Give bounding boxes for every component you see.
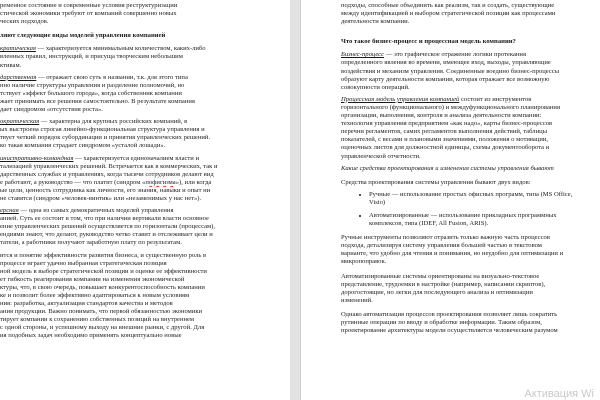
paragraph-model-5: ерсная — одна из самых демократичных моделей управления анией. Суть ее состоит в том, что при наличии вертикали власти основное ение управленческих решений осуществляется по горизонтали (процессам), ендиями знают, что делают, руководство четко ставит и отслеживает цели и татели, а работники получают заработную плату по результатам.	[0, 207, 216, 247]
paragraph-intro: подходы, способные объединить как реализм, так и создать, существующие между идентификацией и выбором стратегической позиции как процессами деятельности компании.	[341, 2, 556, 26]
activation-watermark: Активация Wi	[524, 387, 594, 400]
list-item: • Автоматизированные — использование прикладных программных комплексов, типа (IDEF, All Fusion, ARIS).	[369, 212, 600, 228]
document-page-left	[0, 0, 290, 400]
paragraph-model-4: инистративно-командная — характеризуется единоначалием власти и тализацией управленческих решений. Встречается как в коммерческих, так и дарственных службах и управлениях, когда тысячи сотрудников делают вид е работают, а руководство — что платит (синдром «пофигизма»), или когда ые цели, ценность сотрудника как личности, его знания, навыки и опыт ни не ставятся (синдром «человек-винтик» или «незаменимых у нас нет»).	[0, 154, 218, 202]
list-item: • Ручные — использование простых офисных программ, типа (MS Office, Visio)	[369, 191, 600, 207]
section-heading: Что такое бизнес-процесс и процессная модель компании?	[341, 38, 516, 46]
term-label: кратическая	[0, 45, 36, 53]
term-label: Процессная модель управления компанией	[341, 95, 460, 103]
text-line: стической экономики требуют от компаний совершенно новых	[0, 10, 177, 18]
paragraph-automated-tools: Автоматизированные системы ориентированы на визуально-текстовое представление, трудоемки в настройке (например, написании скриптов), дорогостоящие, но легки для последующего анализа и оптимизации изменений.	[341, 272, 546, 304]
paragraph-model-2: дарственная — отражает свою суть в названии, т.к. для этого типа нно наличие структуры управления и разделение полномочий, но тствует «эффект большого города», когда собственник компании жает принимать все решения самостоятельно. В результате компания дает синдромом «отсутствия роста».	[0, 73, 195, 114]
paragraph-model-1: кратическая — характеризуется минимальным количеством, каких-либо вленных правил, инструкций, и присуща творческим небольшим ктивам.	[0, 45, 206, 69]
paragraph-tools-intro: Средства проектирования системы управления бывают двух видов:	[341, 178, 531, 186]
tools-list	[341, 191, 600, 228]
paragraph-manual-tools: Ручные инструменты позволяют отразить только важную часть процессов подхода, детализируя систему управления большей частью в текстовом варианте, что удобно для чтения и понимания, но неудобно для оптимизации и микропоправок.	[341, 234, 564, 266]
paragraph-model-3: ократическая — характерна для крупных российских компаний, в ых выстроена строгая линейно-функциональная структура управления и твует четкий порядок субординации и принятия управленческих решений. ко такая компания страдает синдромом «усталой лошади».	[0, 118, 211, 150]
paragraph-process-model: Процессная модель управления компанией состоит из инструментов горизонтального (функционального) и междуфункционального планирования организации, выполнения, контроля и анализа деятельности компании: технология управления предприятием «как надо», карты бизнес-процессов перечни регламентов, самих регламентов выполнения действий, таблицы показателей, с весами и плановыми значениями, положения о мотивации, оценочных листов для должностной единицы, схемы документооборота и управленческой отчетности.	[341, 95, 560, 160]
term-label: ократическая	[0, 118, 40, 126]
paragraph-conclusion: ится и понятие эффективности развития бизнеса, и существенную роль в процессе играет удачно выбранная стратегическая позиция ной модель в выборе стратегической позиции и оценке ее эффективности ет гибкость реагирования компании на изменения экономической ктуры, что, в свою очередь, повышает конкурентоспособность компании ке и позволит более эффективно адаптироваться к новым условиям ния: разработка, актуализация стандартов качества и методов ания продукции. Важно понимать, что первой обязанностью экономики тирует компании к сохранению собственных позиций на внутреннем с одной стороны, и успешному выходу на внешние рынки, с другой. Для ия подобных задач необходимо применять концептуально новые	[0, 251, 207, 340]
term-label: Бизнес-процесс	[341, 51, 385, 59]
text-line: ческих подходов.	[0, 18, 49, 26]
paragraph-business-process: Бизнес-процесс — это графическое отражение логики протекания определенного явления во времени, имеющее вход, выходы, управляющие воздействия и механизм управления. Соединенные воедино бизнес-процессы образуют карту деятельности компании, которая отражает все возможную совокупности операций.	[341, 51, 560, 91]
misspelled-word[interactable]: пофигизма	[145, 178, 176, 186]
page-gutter	[290, 0, 300, 400]
text-line: ременное состояние и современные условия реструктуризации	[0, 2, 178, 9]
subheading-question: Какие средства проектирования и изменения системы управления бывают	[341, 164, 554, 172]
paragraph-automation-note: Однако автоматизация процессов проектирования позволяет лишь сократить рутинные операции по вводу и обработке информации. Таким образом, проектирование архитектуры модели осуществляется человеческим разумом	[341, 310, 558, 335]
term-label: дарственная	[0, 73, 37, 81]
section-heading: ляют следующие виды моделей управления компанией	[0, 32, 166, 40]
document-page-right	[300, 0, 600, 400]
term-label: ерсная	[0, 207, 19, 215]
term-label: инистративно-командная	[0, 154, 74, 162]
